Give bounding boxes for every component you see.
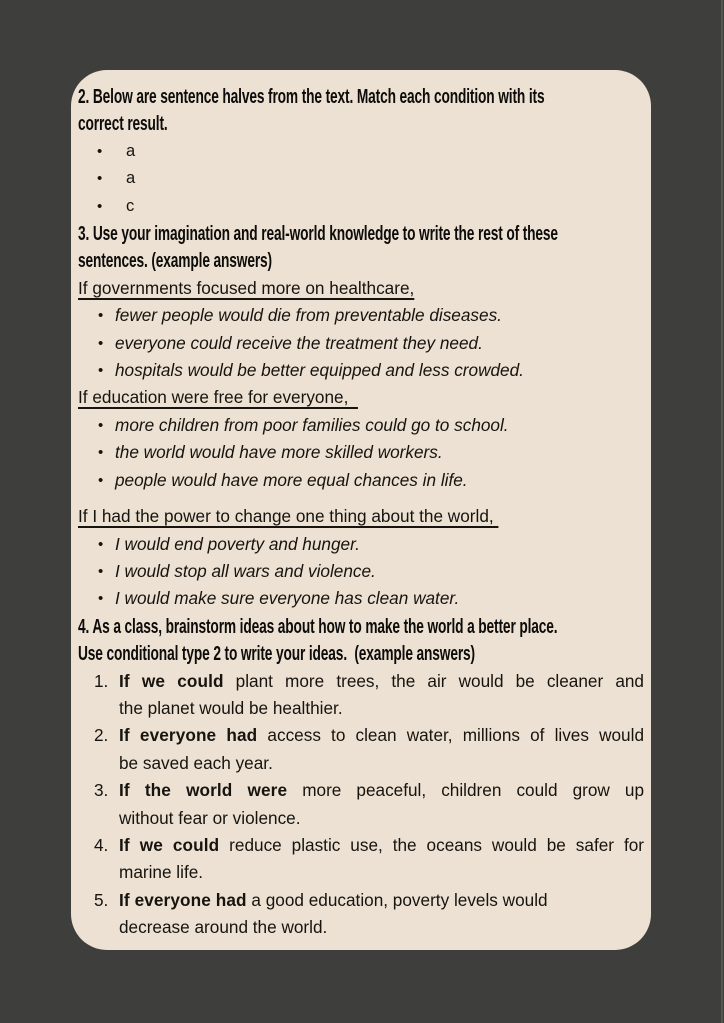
list-number: 3. <box>94 780 109 801</box>
bullet-marker: • <box>97 170 103 188</box>
list-number: 2. <box>94 725 109 746</box>
photo-page-edge <box>721 0 723 1023</box>
bullet-marker: • <box>98 471 104 489</box>
exercise-2-heading-line-2: correct result. <box>78 112 168 136</box>
example-answer-item <box>78 357 644 384</box>
idea-line-2: decrease around the world. <box>119 917 328 938</box>
bullet-marker: • <box>98 416 104 434</box>
example-answer-text: fewer people would die from preventable diseases. <box>115 305 502 326</box>
bullet-marker: • <box>98 590 104 608</box>
example-answer-list <box>78 302 644 384</box>
example-answer-item <box>78 531 644 558</box>
exercise-3-heading-line-2: sentences. (example answers) <box>78 249 272 273</box>
bullet-marker: • <box>98 362 104 380</box>
exercise-2-answer-text: a <box>126 169 136 188</box>
idea-text: a good education, poverty levels would <box>246 889 548 910</box>
idea-line-2: the planet would be healthier. <box>119 697 343 718</box>
exercise-2-answer-item <box>78 138 644 165</box>
example-answer-text: I would end poverty and hunger. <box>115 533 360 554</box>
example-answer-text: hospitals would be better equipped and less crowded. <box>115 360 524 381</box>
example-answer-item <box>78 330 644 357</box>
list-number: 4. <box>94 834 109 855</box>
idea-item <box>78 887 644 942</box>
bullet-marker: • <box>98 535 104 553</box>
bullet-marker: • <box>98 334 104 352</box>
exercise-3-group-world-change <box>78 503 644 613</box>
exercise-2-answer-text: a <box>126 141 136 160</box>
exercise-4-heading <box>78 613 644 668</box>
exercise-2-heading <box>78 83 644 138</box>
conditional-bold-text: If everyone had <box>119 725 258 746</box>
example-answer-list <box>78 531 644 613</box>
exercise-2-answer-text: c <box>126 196 135 215</box>
conditional-bold-text: If the world were <box>119 780 288 801</box>
bullet-marker: • <box>97 142 103 160</box>
example-answer-text: people would have more equal chances in life. <box>115 469 468 490</box>
example-answer-item <box>78 558 644 585</box>
example-answer-item <box>78 467 644 494</box>
list-number: 1. <box>94 670 109 691</box>
example-answer-text: the world would have more skilled workers. <box>115 442 443 463</box>
bullet-marker: • <box>97 197 103 215</box>
idea-item <box>78 832 644 887</box>
idea-line-1 <box>119 668 644 695</box>
bullet-marker: • <box>98 444 104 462</box>
exercise-3-group-education <box>78 384 644 494</box>
bullet-marker: • <box>98 307 104 325</box>
idea-line-2: be saved each year. <box>119 752 273 773</box>
idea-text: plant more trees, the air would be cleaner and <box>223 670 644 691</box>
example-answer-text: I would make sure everyone has clean water. <box>115 588 460 609</box>
idea-text: reduce plastic use, the oceans would be safer for <box>219 834 644 855</box>
conditional-bold-text: If everyone had <box>119 889 247 910</box>
example-answer-text: everyone could receive the treatment they need. <box>115 332 483 353</box>
sentence-stem: If education were free for everyone, <box>78 387 358 408</box>
sentence-stem: If I had the power to change one thing about the world, <box>78 506 499 527</box>
exercise-3-heading-line-1: 3. Use your imagination and real-world knowledge to write the rest of these <box>78 222 558 246</box>
exercise-3-heading <box>78 220 644 275</box>
idea-item <box>78 668 644 723</box>
idea-line-1 <box>119 777 644 804</box>
list-number: 5. <box>94 889 109 910</box>
example-answer-text: I would stop all wars and violence. <box>115 560 376 581</box>
exercise-2-heading-line-1: 2. Below are sentence halves from the text. Match each condition with its <box>78 85 545 108</box>
idea-item <box>78 777 644 832</box>
idea-line-1 <box>119 832 644 859</box>
example-answer-item <box>78 585 644 612</box>
exercise-3-group-healthcare <box>78 275 644 385</box>
exercise-4-idea-list <box>78 668 644 942</box>
exercise-2-answer-list <box>78 138 644 220</box>
example-answer-item <box>78 302 644 329</box>
sentence-stem: If governments focused more on healthcare, <box>78 277 415 298</box>
idea-item <box>78 722 644 777</box>
conditional-bold-text: If we could <box>119 670 224 691</box>
exercise-2-answer-item <box>78 165 644 192</box>
bullet-marker: • <box>98 562 104 580</box>
idea-line-2: marine life. <box>119 862 204 883</box>
idea-text: access to clean water, millions of lives would <box>257 725 644 746</box>
answer-key-card <box>71 70 651 950</box>
exercise-4-heading-line-2: Use conditional type 2 to write your ideas. (example answers) <box>78 642 475 666</box>
exercise-4-heading-line-1: 4. As a class, brainstorm ideas about how to make the world a better place. <box>78 614 558 638</box>
example-answer-item <box>78 439 644 466</box>
idea-text: more peaceful, children could grow up <box>287 780 645 801</box>
example-answer-item <box>78 412 644 439</box>
example-answer-text: more children from poor families could go to school. <box>115 414 509 435</box>
conditional-bold-text: If we could <box>119 834 220 855</box>
idea-line-1 <box>119 887 644 914</box>
exercise-2-answer-item <box>78 193 644 220</box>
idea-line-1 <box>119 722 644 749</box>
idea-line-2: without fear or violence. <box>119 807 301 828</box>
example-answer-list <box>78 412 644 494</box>
